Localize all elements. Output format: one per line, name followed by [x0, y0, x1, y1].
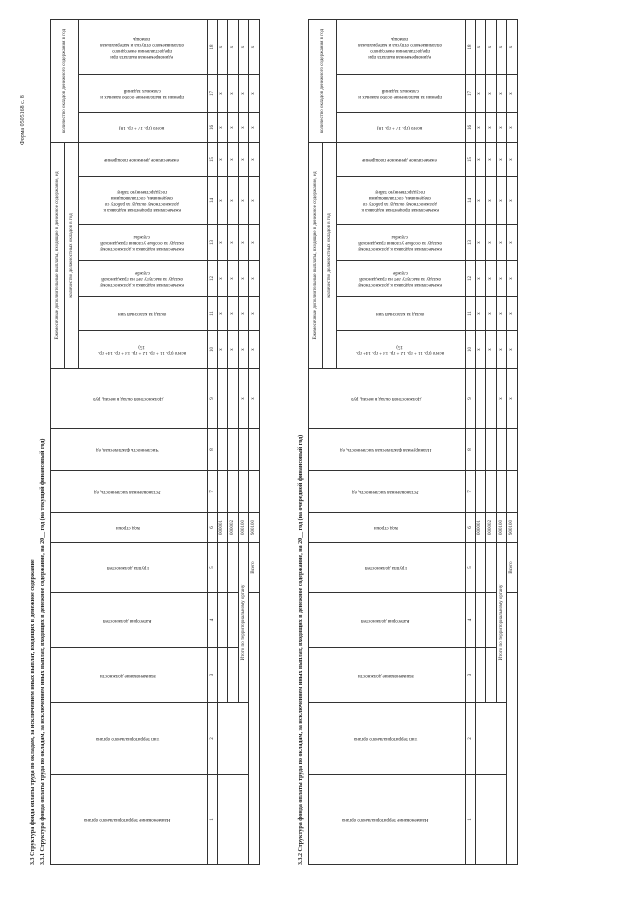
- table-cell: 11: [466, 297, 475, 331]
- table-cell: 000002: [228, 513, 239, 543]
- table-cell: 11: [208, 297, 217, 331]
- x-mark-cell: x: [238, 113, 249, 143]
- x-mark-cell: x: [217, 177, 228, 225]
- col-seniority-bonus: ежемесячная надбавка к должностному окладу за выслугу лет на гражданской службе: [337, 261, 466, 297]
- table-cell: [228, 543, 239, 593]
- table-cell: 000002: [486, 513, 497, 543]
- table-cell: 13: [208, 225, 217, 261]
- x-mark-cell: x: [507, 261, 518, 297]
- col-vacation-payment: единовременная выплата при предоставлении ежегодного оплачиваемого отпуска и материальная помощь: [337, 19, 466, 74]
- x-mark-cell: x: [238, 19, 249, 74]
- x-mark-cell: x: [507, 297, 518, 331]
- x-mark-cell: x: [228, 225, 239, 261]
- table-cell: [486, 648, 497, 703]
- x-mark-cell: x: [217, 113, 228, 143]
- table-cell: [238, 429, 249, 471]
- x-mark-cell: x: [238, 331, 249, 369]
- x-mark-cell: x: [249, 369, 260, 429]
- table-cell: 2: [466, 703, 475, 775]
- table-cell: 1: [208, 775, 217, 865]
- table-cell: [475, 543, 486, 593]
- x-mark-cell: x: [486, 113, 497, 143]
- x-mark-cell: x: [475, 19, 486, 74]
- table-cell: [475, 369, 486, 429]
- table-cell: 000100: [496, 513, 507, 543]
- x-mark-cell: x: [486, 177, 497, 225]
- col-actual-headcount: Численность фактическая, ед: [51, 429, 208, 471]
- table-cell: 1: [466, 775, 475, 865]
- table-cell: Всего: [249, 543, 260, 593]
- x-mark-cell: x: [475, 113, 486, 143]
- x-mark-cell: x: [249, 113, 260, 143]
- x-mark-cell: x: [507, 75, 518, 113]
- table-cell: 15: [208, 143, 217, 177]
- x-mark-cell: x: [496, 261, 507, 297]
- col-position-category: Категория должностей: [309, 593, 466, 648]
- table-cell: [217, 369, 228, 429]
- table-cell: [249, 471, 260, 513]
- x-mark-cell: x: [217, 331, 228, 369]
- table-cell: [228, 429, 239, 471]
- table-cell: 7: [208, 471, 217, 513]
- x-mark-cell: x: [496, 113, 507, 143]
- table-cell: 12: [466, 261, 475, 297]
- table-cell: 10: [208, 331, 217, 369]
- x-mark-cell: x: [496, 225, 507, 261]
- table-cell: [228, 369, 239, 429]
- x-mark-cell: x: [507, 177, 518, 225]
- x-mark-cell: x: [228, 261, 239, 297]
- form-code: Форма 0505168 с. 8: [20, 95, 26, 145]
- group-other-payments: количество окладов денежного содержания в год: [309, 19, 337, 142]
- x-mark-cell: x: [238, 225, 249, 261]
- x-mark-cell: x: [496, 75, 507, 113]
- column-numbers-row: [208, 19, 217, 864]
- col-monthly-incentive: ежемесячное денежное поощрение: [79, 143, 208, 177]
- table-row: [475, 19, 486, 864]
- col-organ-type: Тип территориального органа: [51, 703, 208, 775]
- x-mark-cell: x: [507, 225, 518, 261]
- table-cell: 6: [208, 513, 217, 543]
- x-mark-cell: x: [238, 297, 249, 331]
- col-position-name: Наименование должности: [309, 648, 466, 703]
- heading-3-3-2: 3.3.2 Структура фонда оплаты труда по окладам, за исключением иных выплат, входящих в денежное содержание, на 20__ год (на очередной финансовый год): [298, 434, 304, 865]
- col-planned-headcount: Планируемая фактическая численность, ед: [309, 429, 466, 471]
- table-cell: [475, 775, 507, 865]
- table-cell: [217, 471, 228, 513]
- x-mark-cell: x: [486, 297, 497, 331]
- table-cell: [217, 703, 249, 775]
- x-mark-cell: x: [249, 177, 260, 225]
- col-position-group: Группа должностей: [309, 543, 466, 593]
- table-cell: 2: [208, 703, 217, 775]
- total-row: [507, 19, 518, 864]
- table-cell: [249, 429, 260, 471]
- x-mark-cell: x: [228, 331, 239, 369]
- table-cell: 18: [466, 19, 475, 74]
- table-cell: [507, 429, 518, 471]
- table-cell: [486, 369, 497, 429]
- col-class-rank: оклад за классный чин: [337, 297, 466, 331]
- table-cell: [496, 429, 507, 471]
- x-mark-cell: x: [217, 225, 228, 261]
- col-special-tasks-bonus: премии за выполнение особо важных и сложных заданий: [79, 75, 208, 113]
- col-special-tasks-bonus: премии за выполнение особо важных и сложных заданий: [337, 75, 466, 113]
- x-mark-cell: x: [228, 177, 239, 225]
- table-cell: 17: [466, 75, 475, 113]
- table-cell: [496, 471, 507, 513]
- x-mark-cell: x: [238, 177, 249, 225]
- x-mark-cell: x: [486, 261, 497, 297]
- table-current-year: [50, 19, 260, 865]
- col-row-code: Код строки: [309, 513, 466, 543]
- table-cell: 10: [466, 331, 475, 369]
- x-mark-cell: x: [228, 113, 239, 143]
- table-cell: Итого по территориальному органу: [238, 543, 249, 703]
- x-mark-cell: x: [249, 261, 260, 297]
- x-mark-cell: x: [507, 331, 518, 369]
- x-mark-cell: x: [496, 19, 507, 74]
- col-total-monthly: всего (гр. 11 + гр. 12 + гр. 13 + гр. 14+ гр. 15): [79, 331, 208, 369]
- table-cell: [486, 543, 497, 593]
- x-mark-cell: x: [238, 143, 249, 177]
- table-cell: 000001: [475, 513, 486, 543]
- col-class-rank: оклад за классный чин: [79, 297, 208, 331]
- table-cell: 13: [466, 225, 475, 261]
- x-mark-cell: x: [217, 75, 228, 113]
- table-cell: 5: [208, 543, 217, 593]
- x-mark-cell: x: [496, 143, 507, 177]
- x-mark-cell: x: [475, 143, 486, 177]
- x-mark-cell: x: [475, 225, 486, 261]
- x-mark-cell: x: [496, 297, 507, 331]
- total-row: [249, 19, 260, 864]
- table-cell: [249, 593, 260, 865]
- table-cell: 6: [466, 513, 475, 543]
- table-cell: [238, 471, 249, 513]
- table-cell: 900100: [507, 513, 518, 543]
- table-cell: [217, 429, 228, 471]
- table-cell: 4: [466, 593, 475, 648]
- table-cell: 9: [208, 369, 217, 429]
- x-mark-cell: x: [475, 331, 486, 369]
- table-cell: [217, 543, 228, 593]
- col-vacation-payment: единовременная выплата при предоставлении ежегодного оплачиваемого отпуска и материальная помощь: [79, 19, 208, 74]
- x-mark-cell: x: [475, 75, 486, 113]
- x-mark-cell: x: [486, 75, 497, 113]
- x-mark-cell: x: [486, 143, 497, 177]
- col-special-conditions: ежемесячная надбавка к должностному окладу за особые условия гражданской службы: [79, 225, 208, 261]
- x-mark-cell: x: [249, 19, 260, 74]
- col-territorial-organ: Наименование территориального органа: [51, 775, 208, 865]
- table-cell: [486, 429, 497, 471]
- x-mark-cell: x: [507, 113, 518, 143]
- x-mark-cell: x: [249, 75, 260, 113]
- heading-3-3-1: 3.3.1 Структура фонда оплаты труда по окладам, за исключением иных выплат, входящих в денежное содержание, на 20__ год (на текущий финансовый год): [40, 438, 46, 865]
- table-cell: Итого по территориальному органу: [496, 543, 507, 703]
- table-cell: [507, 471, 518, 513]
- x-mark-cell: x: [496, 331, 507, 369]
- x-mark-cell: x: [249, 297, 260, 331]
- table-cell: 000100: [238, 513, 249, 543]
- col-position-category: Категория должностей: [51, 593, 208, 648]
- group-monthly-sub: количество должностных окладов в год: [323, 143, 337, 369]
- table-cell: 900100: [249, 513, 260, 543]
- col-row-code: Код строки: [51, 513, 208, 543]
- table-cell: 4: [208, 593, 217, 648]
- table-cell: 14: [466, 177, 475, 225]
- table-cell: 15: [466, 143, 475, 177]
- col-state-secret: ежемесячная процентная надбавка к должностному окладу за работу со сведениями, составляющими государственную тайну: [337, 177, 466, 225]
- col-position-name: Наименование должности: [51, 648, 208, 703]
- col-position-group: Группа должностей: [51, 543, 208, 593]
- table-next-year: [308, 19, 518, 865]
- table-cell: 18: [208, 19, 217, 74]
- x-mark-cell: x: [475, 297, 486, 331]
- group-monthly-sub: количество должностных окладов в год: [65, 143, 79, 369]
- col-monthly-salary: Должностной оклад в месяц, руб: [51, 369, 208, 429]
- col-total-other: всего (гр. 17 + гр. 18): [79, 113, 208, 143]
- group-monthly-payments: Ежемесячные дополнительные выплаты, входящие в денежное содержание, ед: [51, 143, 65, 369]
- x-mark-cell: x: [238, 75, 249, 113]
- table-cell: [475, 429, 486, 471]
- col-monthly-salary: Должностной оклад в месяц, руб: [309, 369, 466, 429]
- x-mark-cell: x: [475, 177, 486, 225]
- col-state-secret: ежемесячная процентная надбавка к должностному окладу за работу со сведениями, составляющими государственную тайну: [79, 177, 208, 225]
- table-cell: [228, 593, 239, 648]
- x-mark-cell: x: [228, 143, 239, 177]
- table-cell: 7: [466, 471, 475, 513]
- table-cell: [507, 593, 518, 865]
- table-cell: [475, 648, 486, 703]
- table-cell: 9: [466, 369, 475, 429]
- table-row: [217, 19, 228, 864]
- x-mark-cell: x: [496, 177, 507, 225]
- x-mark-cell: x: [217, 261, 228, 297]
- x-mark-cell: x: [507, 369, 518, 429]
- column-numbers-row: [466, 19, 475, 864]
- x-mark-cell: x: [486, 331, 497, 369]
- table-cell: 16: [466, 113, 475, 143]
- x-mark-cell: x: [496, 369, 507, 429]
- x-mark-cell: x: [238, 369, 249, 429]
- x-mark-cell: x: [475, 261, 486, 297]
- col-monthly-incentive: ежемесячное денежное поощрение: [337, 143, 466, 177]
- x-mark-cell: x: [228, 19, 239, 74]
- table-cell: 16: [208, 113, 217, 143]
- x-mark-cell: x: [507, 19, 518, 74]
- x-mark-cell: x: [249, 331, 260, 369]
- x-mark-cell: x: [228, 75, 239, 113]
- table-cell: [217, 775, 249, 865]
- table-cell: [486, 471, 497, 513]
- x-mark-cell: x: [507, 143, 518, 177]
- table-cell: 14: [208, 177, 217, 225]
- x-mark-cell: x: [486, 225, 497, 261]
- group-other-payments: количество окладов денежного содержания в год: [51, 19, 79, 142]
- table-cell: 17: [208, 75, 217, 113]
- table-cell: [486, 593, 497, 648]
- col-total-monthly: всего (гр. 11 + гр. 12 + гр. 13 + гр. 14+ гр. 15): [337, 331, 466, 369]
- col-established-headcount: Установленная численность, ед: [51, 471, 208, 513]
- x-mark-cell: x: [238, 261, 249, 297]
- col-special-conditions: ежемесячная надбавка к должностному окладу за особые условия гражданской службы: [337, 225, 466, 261]
- table-cell: [217, 648, 228, 703]
- col-established-headcount: Установленная численность, ед: [309, 471, 466, 513]
- table-cell: Всего: [507, 543, 518, 593]
- x-mark-cell: x: [228, 297, 239, 331]
- table-cell: 3: [208, 648, 217, 703]
- table-cell: [228, 471, 239, 513]
- group-monthly-payments: Ежемесячные дополнительные выплаты, входящие в денежное содержание, ед: [309, 143, 323, 369]
- table-cell: 12: [208, 261, 217, 297]
- table-cell: 8: [208, 429, 217, 471]
- table-cell: 8: [466, 429, 475, 471]
- table-cell: 3: [466, 648, 475, 703]
- table-cell: [475, 471, 486, 513]
- col-seniority-bonus: ежемесячная надбавка к должностному окладу за выслугу лет на гражданской службе: [79, 261, 208, 297]
- table-cell: [217, 593, 228, 648]
- x-mark-cell: x: [217, 143, 228, 177]
- heading-main: 3.3 Структура фонда оплаты труда по окладам, за исключением иных выплат, входящих в денежное содержание: [30, 559, 36, 865]
- table-cell: [228, 648, 239, 703]
- x-mark-cell: x: [217, 297, 228, 331]
- table-cell: 5: [466, 543, 475, 593]
- table-cell: [475, 703, 507, 775]
- col-organ-type: Тип территориального органа: [309, 703, 466, 775]
- col-total-other: всего (гр. 17 + гр. 18): [337, 113, 466, 143]
- x-mark-cell: x: [486, 19, 497, 74]
- x-mark-cell: x: [249, 143, 260, 177]
- table-cell: [475, 593, 486, 648]
- col-territorial-organ: Наименование территориального органа: [309, 775, 466, 865]
- table-cell: 000001: [217, 513, 228, 543]
- x-mark-cell: x: [217, 19, 228, 74]
- x-mark-cell: x: [249, 225, 260, 261]
